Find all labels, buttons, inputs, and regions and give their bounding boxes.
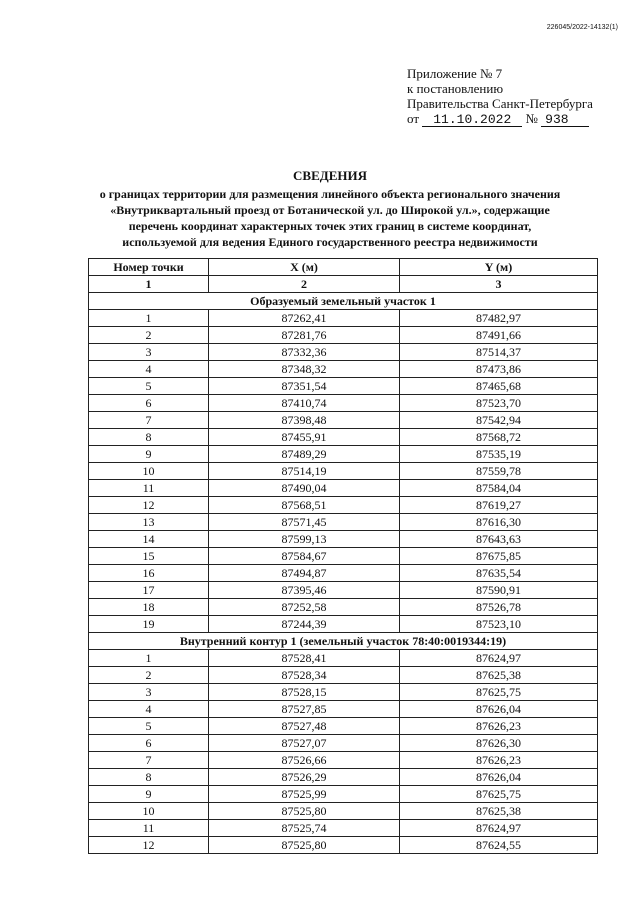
section-row [89,293,598,310]
point-number-cell: 3 [89,344,209,361]
y-cell: 87590,91 [400,582,598,599]
header-x: X (м) [209,259,400,276]
point-number-cell: 8 [89,429,209,446]
point-number-cell: 2 [89,327,209,344]
x-cell: 87527,07 [209,735,400,752]
y-cell: 87643,63 [400,531,598,548]
x-cell: 87514,19 [209,463,400,480]
x-cell: 87332,36 [209,344,400,361]
point-number-cell: 10 [89,803,209,820]
y-cell: 87624,55 [400,837,598,854]
header-y: Y (м) [400,259,598,276]
document-id: 226045/2022-14132(1) [546,24,618,31]
y-cell: 87465,68 [400,378,598,395]
x-cell: 87571,45 [209,514,400,531]
coordinates-table [88,258,598,854]
point-number-cell: 15 [89,548,209,565]
x-cell: 87528,15 [209,684,400,701]
x-cell: 87525,80 [209,837,400,854]
y-cell: 87523,10 [400,616,598,633]
point-number-cell: 6 [89,395,209,412]
point-number-cell: 1 [89,650,209,667]
x-cell: 87528,41 [209,650,400,667]
y-cell: 87523,70 [400,395,598,412]
point-number-cell: 4 [89,701,209,718]
table-row [89,361,598,378]
point-number-cell: 11 [89,820,209,837]
table-row [89,701,598,718]
decree-number: 938 [541,113,589,127]
x-cell: 87527,48 [209,718,400,735]
table-row [89,565,598,582]
x-cell: 87599,13 [209,531,400,548]
y-cell: 87473,86 [400,361,598,378]
x-cell: 87568,51 [209,497,400,514]
table-row [89,344,598,361]
point-number-cell: 2 [89,667,209,684]
y-cell: 87619,27 [400,497,598,514]
x-cell: 87455,91 [209,429,400,446]
x-cell: 87281,76 [209,327,400,344]
point-number-cell: 1 [89,310,209,327]
table-row [89,548,598,565]
table-row [89,735,598,752]
y-cell: 87559,78 [400,463,598,480]
y-cell: 87625,38 [400,667,598,684]
column-number-row [89,276,598,293]
table-row [89,820,598,837]
column-number-2: 2 [209,276,400,293]
appendix-date-line [407,111,593,127]
point-number-cell: 12 [89,497,209,514]
point-number-cell: 6 [89,735,209,752]
number-label: № [525,111,538,126]
y-cell: 87624,97 [400,650,598,667]
section-title: Внутренний контур 1 (земельный участок 78:40:0019344:19) [89,633,598,650]
header-point-number: Номер точки [89,259,209,276]
x-cell: 87410,74 [209,395,400,412]
x-cell: 87526,29 [209,769,400,786]
appendix-line-3: Правительства Санкт-Петербурга [407,96,593,111]
x-cell: 87528,34 [209,667,400,684]
y-cell: 87542,94 [400,412,598,429]
table-row [89,497,598,514]
y-cell: 87568,72 [400,429,598,446]
point-number-cell: 5 [89,718,209,735]
point-number-cell: 13 [89,514,209,531]
y-cell: 87625,75 [400,786,598,803]
y-cell: 87625,75 [400,684,598,701]
table-row [89,718,598,735]
x-cell: 87584,67 [209,548,400,565]
point-number-cell: 3 [89,684,209,701]
y-cell: 87584,04 [400,480,598,497]
section-row [89,633,598,650]
appendix-line-1: Приложение № 7 [407,66,503,81]
y-cell: 87616,30 [400,514,598,531]
point-number-cell: 16 [89,565,209,582]
point-number-cell: 8 [89,769,209,786]
title-heading: СВЕДЕНИЯ [293,168,367,183]
table-row [89,667,598,684]
appendix-block [407,66,593,127]
point-number-cell: 10 [89,463,209,480]
y-cell: 87675,85 [400,548,598,565]
point-number-cell: 4 [89,361,209,378]
section-title: Образуемый земельный участок 1 [89,293,598,310]
table-row [89,514,598,531]
x-cell: 87252,58 [209,599,400,616]
table-row [89,599,598,616]
point-number-cell: 7 [89,752,209,769]
y-cell: 87626,23 [400,752,598,769]
y-cell: 87514,37 [400,344,598,361]
table-row [89,429,598,446]
point-number-cell: 9 [89,786,209,803]
y-cell: 87626,04 [400,769,598,786]
x-cell: 87527,85 [209,701,400,718]
point-number-cell: 12 [89,837,209,854]
table-row [89,378,598,395]
table-row [89,616,598,633]
y-cell: 87491,66 [400,327,598,344]
x-cell: 87398,48 [209,412,400,429]
y-cell: 87526,78 [400,599,598,616]
table-row [89,395,598,412]
point-number-cell: 5 [89,378,209,395]
document-title [60,168,600,250]
title-line-1: о границах территории для размещения линейного объекта регионального значения [99,187,561,201]
y-cell: 87626,30 [400,735,598,752]
x-cell: 87489,29 [209,446,400,463]
table-row [89,463,598,480]
y-cell: 87482,97 [400,310,598,327]
y-cell: 87535,19 [400,446,598,463]
table-row [89,446,598,463]
x-cell: 87494,87 [209,565,400,582]
header-row [89,259,598,276]
x-cell: 87262,41 [209,310,400,327]
point-number-cell: 17 [89,582,209,599]
point-number-cell: 11 [89,480,209,497]
table-row [89,650,598,667]
y-cell: 87626,04 [400,701,598,718]
column-number-3: 3 [400,276,598,293]
title-line-3: перечень координат характерных точек этих границ в системе координат, [128,219,532,233]
title-line-4: используемой для ведения Единого государственного реестра недвижимости [122,235,538,249]
x-cell: 87526,66 [209,752,400,769]
title-line-2: «Внутриквартальный проезд от Ботанической ул. до Широкой ул.», содержащие [110,203,550,217]
point-number-cell: 7 [89,412,209,429]
table-row [89,752,598,769]
y-cell: 87625,38 [400,803,598,820]
appendix-line-2: к постановлению [407,81,504,96]
point-number-cell: 18 [89,599,209,616]
x-cell: 87525,74 [209,820,400,837]
decree-date: 11.10.2022 [422,113,522,127]
y-cell: 87635,54 [400,565,598,582]
x-cell: 87351,54 [209,378,400,395]
x-cell: 87348,32 [209,361,400,378]
y-cell: 87626,23 [400,718,598,735]
point-number-cell: 19 [89,616,209,633]
table-row [89,531,598,548]
table-row [89,803,598,820]
x-cell: 87525,80 [209,803,400,820]
table-row [89,684,598,701]
x-cell: 87490,04 [209,480,400,497]
point-number-cell: 14 [89,531,209,548]
table-row [89,837,598,854]
table-body [89,293,598,854]
from-label: от [407,111,420,126]
column-number-1: 1 [89,276,209,293]
x-cell: 87244,39 [209,616,400,633]
x-cell: 87395,46 [209,582,400,599]
y-cell: 87624,97 [400,820,598,837]
table-row [89,786,598,803]
table-row [89,327,598,344]
table-row [89,412,598,429]
point-number-cell: 9 [89,446,209,463]
table-row [89,310,598,327]
x-cell: 87525,99 [209,786,400,803]
table-row [89,769,598,786]
table-row [89,480,598,497]
table-row [89,582,598,599]
